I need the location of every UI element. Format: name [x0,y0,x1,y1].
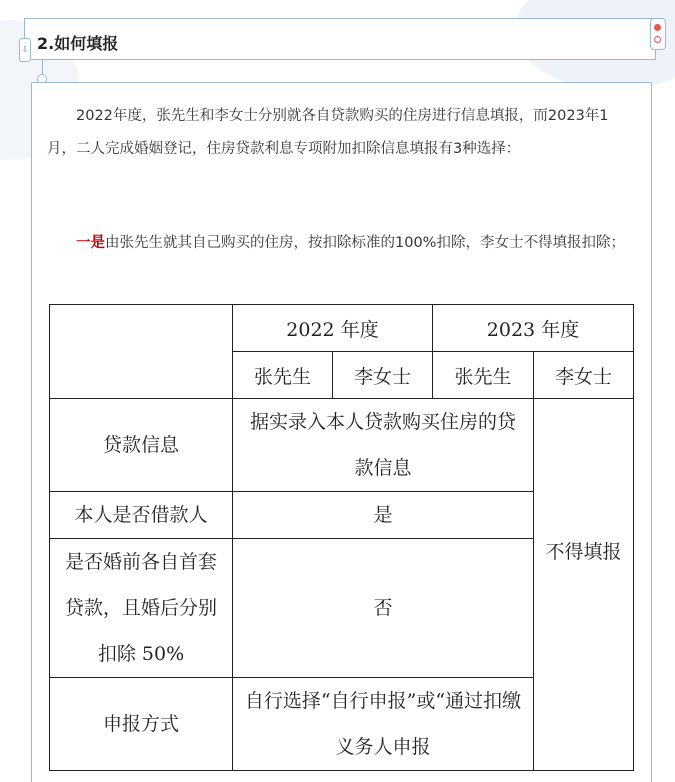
header-zhang-2023: 张先生 [433,352,534,399]
table-row [50,399,634,492]
option-one-label: 一是 [76,235,105,251]
table-corner-cell [50,305,233,399]
dot-icon [654,24,661,31]
ring-icon [654,36,661,43]
li-2023-value: 不得填报 [534,399,634,771]
intro-paragraph: 2022年度，张先生和李女士分别就各自贷款购买的住房进行信息填报，而2023年1月，二人完成婚姻登记，住房贷款利息专项附加扣除信息填报有3种选择： [47,108,609,157]
row-value: 据实录入本人贷款购买住房的贷款信息 [233,399,534,492]
option-one-text: 由张先生就其自己购买的住房，按扣除标准的100%扣除，李女士不得填报扣除； [105,235,625,251]
header-zhang-2022: 张先生 [233,352,333,399]
row-value: 是 [233,492,534,539]
collapse-toggle-icon[interactable]: ⇩ [19,38,31,62]
row-label: 申报方式 [50,678,233,771]
section-title: 2.如何填报 [37,34,119,53]
row-value: 否 [233,539,534,678]
header-year-2022: 2022 年度 [233,305,433,352]
row-value: 自行选择“自行申报”或“通过扣缴义务人申报 [233,678,534,771]
row-label: 贷款信息 [50,399,233,492]
row-label: 是否婚前各自首套贷款，且婚后分别扣除 50% [50,539,233,678]
header-li-2023: 李女士 [534,352,634,399]
table-row [50,305,634,352]
section-header [24,18,656,60]
header-ornament-icon [650,18,666,50]
row-label: 本人是否借款人 [50,492,233,539]
header-year-2023: 2023 年度 [433,305,634,352]
header-li-2022: 李女士 [333,352,433,399]
option-one-paragraph [47,227,637,260]
filing-table [49,304,634,771]
